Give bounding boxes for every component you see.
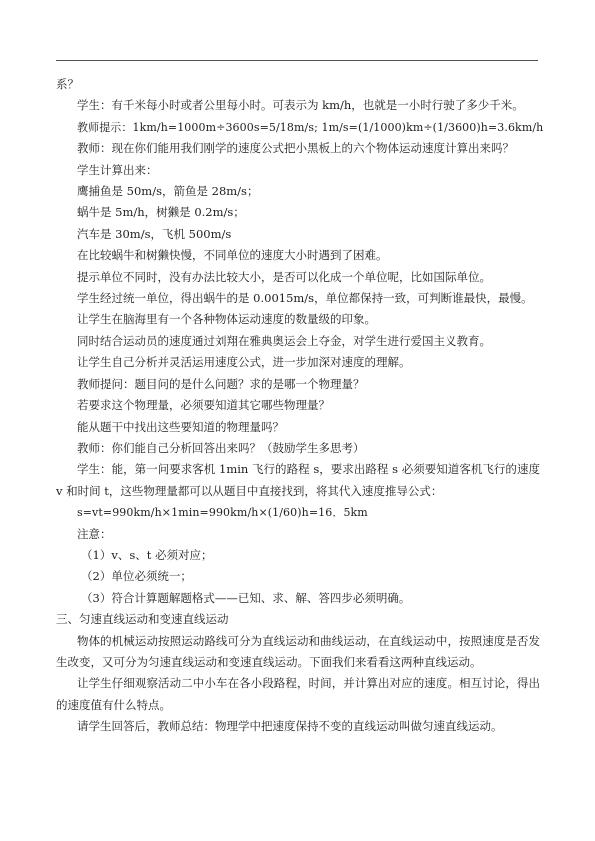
text-line: 鹰捕鱼是 50m/s，箭鱼是 28m/s； xyxy=(77,184,259,199)
text-line: 让学生自己分析并灵活运用速度公式，进一步加深对速度的理解。 xyxy=(77,355,411,370)
paragraph: 物体的机械运动按照运动路线可分为直线运动和曲线运动，在直线运动中，按照速度是否发生改变，又可分为匀速直线运动和变速直线运动。下面我们来看看这两种直线运动。 xyxy=(56,633,540,669)
list-item: （1）v、s、t 必须对应； xyxy=(81,547,213,562)
text-line: 蜗牛是 5m/h，树獭是 0.2m/s； xyxy=(77,205,245,220)
text-line: 教师提示：1km/h=1000m÷3600s=5/18m/s; 1m/s=(1/1000)km÷(1/3600)h=3.6km/h xyxy=(77,120,544,134)
list-item: （3）符合计算题解题格式——已知、求、解、答四步必须明确。 xyxy=(81,590,411,605)
formula-line: s=vt=990km/h×1min=990km/h×(1/60)h=16．5km xyxy=(77,506,368,520)
text-line: 能从题干中找出这些要知道的物理量吗？ xyxy=(77,419,284,434)
document-body xyxy=(56,74,544,738)
paragraph: 让学生仔细观察活动二中小车在各小段路程，时间，并计算出对应的速度。相互讨论，得出的速度值有什么特点。 xyxy=(56,676,540,712)
text-line: 学生：有千米每小时或者公里每小时。可表示为 km/h，也就是一小时行驶了多少千米。 xyxy=(77,98,524,113)
text-line: 学生计算出来： xyxy=(77,162,158,177)
text-line: 学生经过统一单位，得出蜗牛的是 0.0015m/s，单位都保持一致，可判断谁最快，最慢。 xyxy=(77,291,533,306)
text-line: 让学生在脑海里有一个各种物体运动速度的数量级的印象。 xyxy=(77,312,376,327)
text-line: 教师：现在你们能用我们刚学的速度公式把小黑板上的六个物体运动速度计算出来吗？ xyxy=(77,141,514,156)
header-rule xyxy=(56,60,538,61)
text-line: 同时结合运动员的速度通过刘翔在雅典奥运会上夺金，对学生进行爱国主义教育。 xyxy=(77,333,491,348)
text-line: 教师提问：题目问的是什么问题？求的是哪一个物理量？ xyxy=(77,376,365,391)
text-line: 注意： xyxy=(77,526,112,541)
list-item: （2）单位必须统一； xyxy=(81,569,192,584)
text-line: 教师：你们能自己分析回答出来吗？（鼓励学生多思考） xyxy=(77,440,365,455)
text-line: 请学生回答后，教师总结：物理学中把速度保持不变的直线运动叫做匀速直线运动。 xyxy=(77,719,503,734)
text-line: 在比较蜗牛和树獭快慢，不同单位的速度大小时遇到了困难。 xyxy=(77,248,388,263)
text-line: 提示单位不同时，没有办法比较大小，是否可以化成一个单位呢，比如国际单位。 xyxy=(77,269,491,284)
text-line: 系？ xyxy=(56,77,79,91)
text-line: 汽车是 30m/s，飞机 500m/s xyxy=(77,226,232,241)
paragraph: 学生：能，第一问要求客机 1min 飞行的路程 s，要求出路程 s 必须要知道客机飞行的速度 v 和时间 t，这些物理量都可以从题目中直接找到，将其代入速度推导公式： xyxy=(56,462,540,498)
text-line: 若要求这个物理量，必须要知道其它哪些物理量？ xyxy=(77,398,330,413)
section-heading: 三、匀速直线运动和变速直线运动 xyxy=(56,612,229,627)
